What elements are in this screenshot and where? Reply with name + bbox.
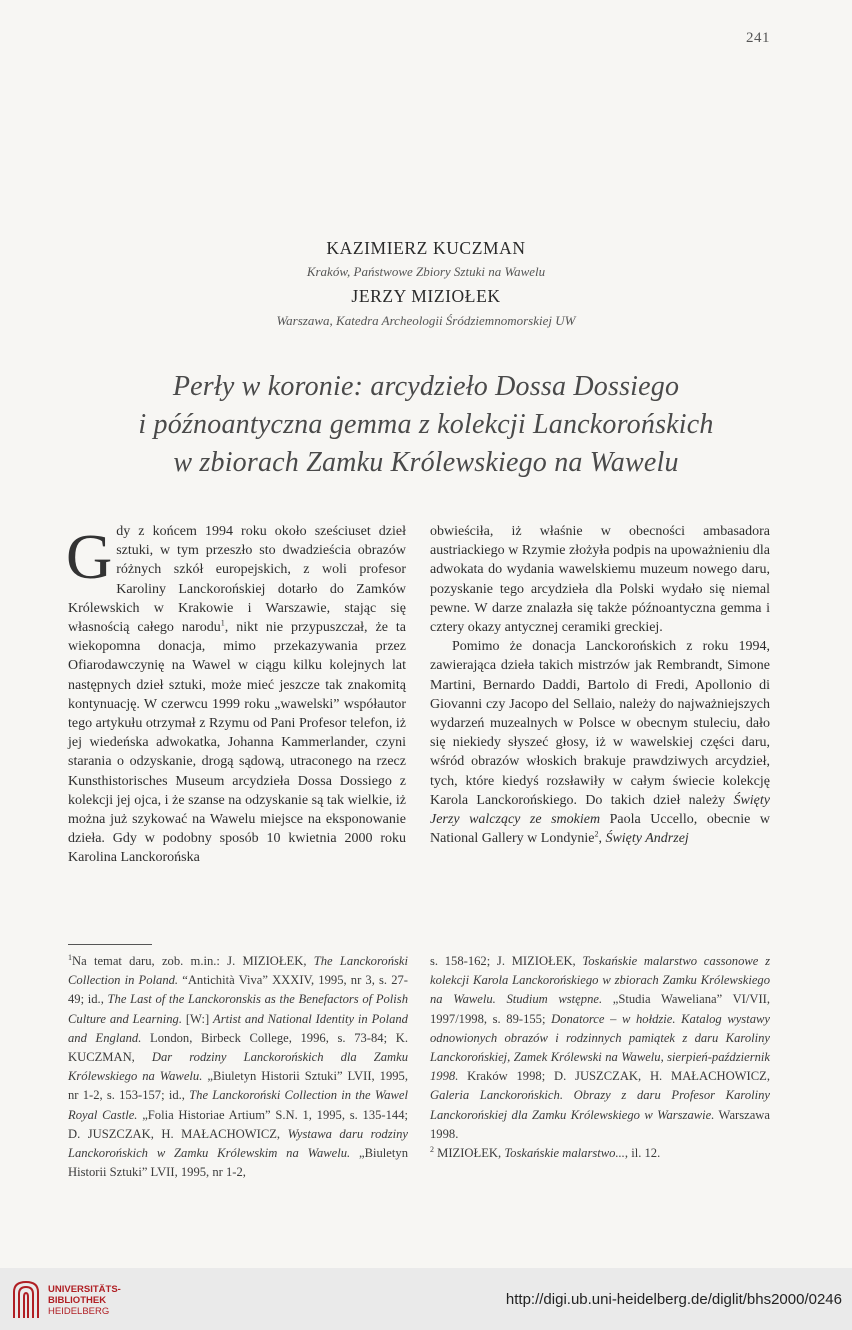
author-1-affiliation-block (0, 264, 852, 280)
footnote-text: MIZIOŁEK, (434, 1146, 505, 1161)
author-name: JERZY MIZIOŁEK (351, 286, 501, 306)
logo-line: UNIVERSITÄTS- (48, 1284, 121, 1295)
drop-cap: G (66, 521, 113, 592)
digitization-footer (0, 1268, 852, 1330)
citation-title: The Lanckoroński Collection in the Wawel Royal Castle. (68, 1088, 408, 1122)
citation-title: Toskańskie malarstwo cassonowe z kolekcji Karola Lanckorońskiego w zbiorach Zamku Królewskiego na Wawelu. Studium wstępne. (430, 954, 770, 1007)
footnote-ref: 1 (220, 618, 225, 628)
footnote-text: “Antichità Viva” XXXIV, 1995, nr 3, s. 27-49; id., (68, 973, 409, 1007)
footnote (430, 1144, 770, 1163)
paragraph (68, 522, 406, 868)
author-2 (0, 286, 852, 307)
title-line: Perły w koronie: arcydzieło Dossa Dossiego (172, 371, 680, 402)
footnotes-right (430, 952, 770, 1163)
title-line: i późnoantyczna gemma z kolekcji Lanckorońskich (138, 409, 714, 440)
paragraph-text: , (598, 831, 606, 847)
author-1 (0, 238, 852, 259)
footnote-text: „Biuletyn Historii Sztuki” LVII, 1995, nr 1-2, (68, 1146, 408, 1180)
body-column-left (68, 522, 406, 868)
author-2-affiliation-block (0, 313, 852, 329)
citation-title: Galeria Lanckorońskich. Obrazy z daru Profesor Karoliny Lanckorońskiej dla Zamku Królewskiego w Warszawie. (430, 1088, 770, 1122)
citation-title: Toskańskie malarstwo... (504, 1146, 625, 1161)
citation-title: The Last of the Lanckoronskis as the Benefactors of Polish Culture and Learning. (68, 992, 409, 1026)
footnotes-left (68, 952, 408, 1182)
source-url-link[interactable]: http://digi.ub.uni-heidelberg.de/diglit/bhs2000/0246 (505, 1291, 842, 1308)
article-title (0, 368, 852, 482)
footnote-text: Warszawa 1998. (430, 1107, 770, 1141)
paragraph (430, 637, 770, 848)
author-name: KAZIMIERZ KUCZMAN (326, 238, 526, 258)
citation-title: Wystawa daru rodziny Lanckorońskich w Zamku Królewskim na Wawelu. (68, 1126, 408, 1161)
footnote-text: s. 158-162; J. MIZIOŁEK, (430, 954, 583, 968)
paragraph-text: dy z końcem 1994 roku około sześciuset dzieł sztuki, w tym przeszło sto dwadzieścia obrazów różnych szkół europejskich, z woli profesor Karoliny Lanckorońskiej dotarło do Zamków Królewskich w Krakowie i Warszawie, stając się własnością całego narodu (68, 524, 406, 636)
footnote-number: 2 (430, 1144, 434, 1154)
artwork-title: Święty Jerzy walczący ze smokiem (430, 792, 770, 828)
footnote-text: „Biuletyn Historii Sztuki” LVII, 1995, nr 1-2, s. 153-157; id., (68, 1069, 408, 1103)
footnote-separator (68, 944, 152, 945)
library-logo-icon (10, 1278, 42, 1320)
paragraph-text: , nikt nie przypuszczał, że ta wiekopomna donacja, mimo przekazywania przez Ofiarodawczynię na Wawel w ciągu kilku kolejnych lat następnych dzieł sztuki, może mieć jeszcze tak znakomitą kontynuację. W czerwcu 1999 roku „wawelski” współautor tego artykułu otrzymał z Rzymu od Pani Profesor telefon, iż jej wiedeńska adwokatka, Johanna Kammerlander, czyni starania o odzyskanie, drogą sądową, utraconego na rzecz Kunsthistorisches Museum arcydzieła Dossa Dossiego z kolekcji jej ojca, i że szanse na odzyskanie są tak wielkie, iż można już szykować na Wawelu miejsce na eksponowanie dzieła. Gdy w podobny sposób 10 kwietnia 2000 roku Karolina Lanckorońska (68, 620, 406, 866)
citation-title: The Lanckoroński Collection in Poland. (68, 954, 408, 988)
paragraph: obwieściła, iż właśnie w obecności ambasadora austriackiego w Rzymie złożyła podpis na upoważnieniu dla adwokata do wydania wawelskiemu muzeum nowego daru, pozyskanie tego arcydzieła dla Polski wydało się niemal pewne. W darze znalazła się także późnoantyczna gemma i cztery okazy antycznej ceramiki greckiej. (430, 524, 770, 636)
library-logo-text (48, 1284, 121, 1317)
footnote-text: Kraków 1998; D. JUSZCZAK, H. MAŁACHOWICZ, (458, 1069, 770, 1084)
body-column-right (430, 522, 770, 848)
citation-title: Donatorce – w hołdzie. Katalog wystawy odnowionych obrazów i rodzinnych pamiątek z daru Karoliny Lanckorońskiej, Zamek Królewski na Wawelu, sierpień-październik 1998. (430, 1011, 770, 1084)
footnote-text: , il. 12. (624, 1146, 661, 1161)
title-line: w zbiorach Zamku Królewskiego na Wawelu (173, 447, 679, 478)
logo-line: HEIDELBERG (48, 1306, 110, 1317)
footnote-text: „Folia Historiae Artium” S.N. 1, 1995, s. 135-144; D. JUSZCZAK, H. MAŁACHOWICZ, (68, 1107, 408, 1141)
paragraph-text: Pomimo że donacja Lanckorońskich z roku 1994, zawierająca dzieła takich mistrzów jak Rembrandt, Simone Martini, Bernardo Daddi, Bartolo di Fredi, Apollonio di Giovanni czy Jacopo del Sellaio, należy do najważniejszych wydarzeń muzealnych w Polsce w obecnym stuleciu, dało się niekiedy słyszeć głosy, iż w wawelskiej części daru, wśród obrazów włoskich brakuje prawdziwych arcydzieł, tych, które kiedyś rozsławiły w całym świecie kolekcję Karola Lanckorońskiego. Do takich dzieł należy (430, 639, 770, 808)
paragraph-text: Paola Uccello, obecnie w National Gallery w Londynie (430, 812, 770, 847)
page-number: 241 (746, 30, 770, 46)
logo-line: BIBLIOTHEK (48, 1295, 107, 1306)
author-affiliation: Warszawa, Katedra Archeologii Śródziemnomorskiej UW (276, 313, 576, 328)
artwork-title: Święty Andrzej (605, 831, 689, 847)
footnote-ref: 2 (594, 829, 599, 839)
footnote (430, 952, 770, 1144)
citation-title: Artist and National Identity in Poland and England. (68, 1011, 408, 1045)
footnote-number: 1 (68, 952, 72, 962)
footnote (68, 952, 408, 1182)
footnote-text: „Studia Waweliana” VI/VII, 1997/1998, s. 89-155; (430, 992, 771, 1026)
author-affiliation: Kraków, Państwowe Zbiory Sztuki na Wawelu (306, 264, 546, 279)
footnote-text: London, Birbeck College, 1996, s. 73-84; K. KUCZMAN, (68, 1030, 408, 1065)
citation-title: Dar rodziny Lanckorońskich dla Zamku Królewskiego na Wawelu. (68, 1050, 409, 1084)
footnote-text: [W:] (181, 1011, 214, 1026)
footnote-text: Na temat daru, zob. m.in.: J. MIZIOŁEK, (72, 954, 314, 968)
